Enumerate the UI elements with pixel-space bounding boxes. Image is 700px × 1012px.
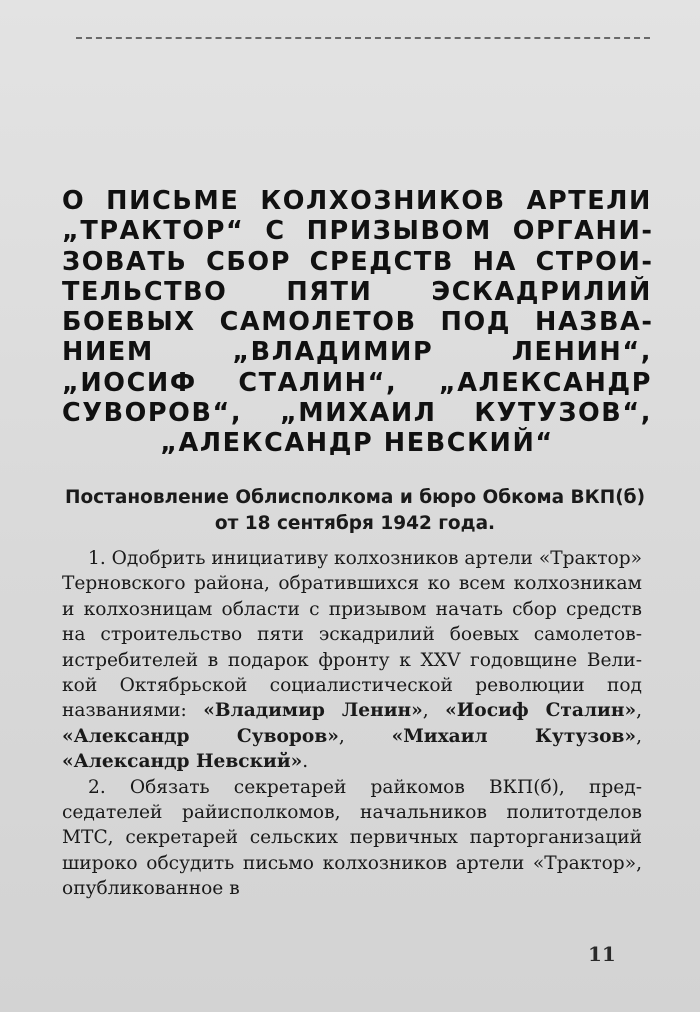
resolution-body (62, 546, 642, 902)
top-rule (76, 37, 650, 39)
paragraph-2: 2. Обязать секретарей райкомов ВКП(б), председателей райисполкомов, начальников политотделов МТС, секретарей сельских первичных парторганизаций широко обсудить письмо колхозников артели «Трактор», опубликованное в (62, 776, 642, 900)
squadron-name-kutuzov: «Михаил Кутузов» (391, 725, 637, 747)
squadron-name-suvorov: «Александр Суворов» (62, 725, 339, 747)
paragraph-1-text: 1. Одобрить инициативу колхозников артели «Трактор» Терновского района, обратившихся ко всем колхозникам и колхозницам области с призывом начать сбор средств на строительство пяти эскадрилий боевых самолетов-истребителей в подарок фронту к XXV годовщине Великой Октябрьской социалистической революции под названиями: (62, 548, 642, 722)
page-number: 11 (588, 942, 616, 966)
resolution-subheading: Постановление Облисполкома и бюро Обкома ВКП(б) от 18 сентября 1942 года. (64, 487, 646, 534)
squadron-name-stalin: «Иосиф Сталин» (445, 700, 637, 722)
squadron-name-lenin: «Владимир Ленин» (203, 700, 423, 722)
paragraph-1: 1. Одобрить инициативу колхозников артели «Трактор» Терновского района, обратившихся ко всем колхозникам и колхозницам области с призывом начать сбор средств на строительство пяти эскадрилий боевых самолетов-истребителей в подарок фронту к XXV годовщине Великой Октябрьской социалистической революции под названиями: «Владимир Ленин», «Иосиф Сталин», «Александр Суворов», «Михаил Кутузов», «Александр Невский». (62, 548, 642, 773)
document-heading: О ПИСЬМЕ КОЛХОЗНИКОВ АРТЕЛИ „ТРАКТОР“ С ПРИЗЫВОМ ОРГАНИЗОВАТЬ СБОР СРЕДСТВ НА СТРОИТЕЛЬСТВО ПЯТИ ЭСКАДРИЛИЙ БОЕВЫХ САМОЛЕТОВ ПОД НАЗВАНИЕМ „ВЛАДИМИР ЛЕНИН“, „ИОСИФ СТАЛИН“, „АЛЕКСАНДР СУВОРОВ“, „МИХАИЛ КУТУЗОВ“, „АЛЕКСАНДР НЕВСКИЙ“ (62, 186, 652, 459)
squadron-name-nevsky: «Александр Невский» (62, 751, 303, 773)
paragraph-1-end: . (302, 751, 309, 773)
